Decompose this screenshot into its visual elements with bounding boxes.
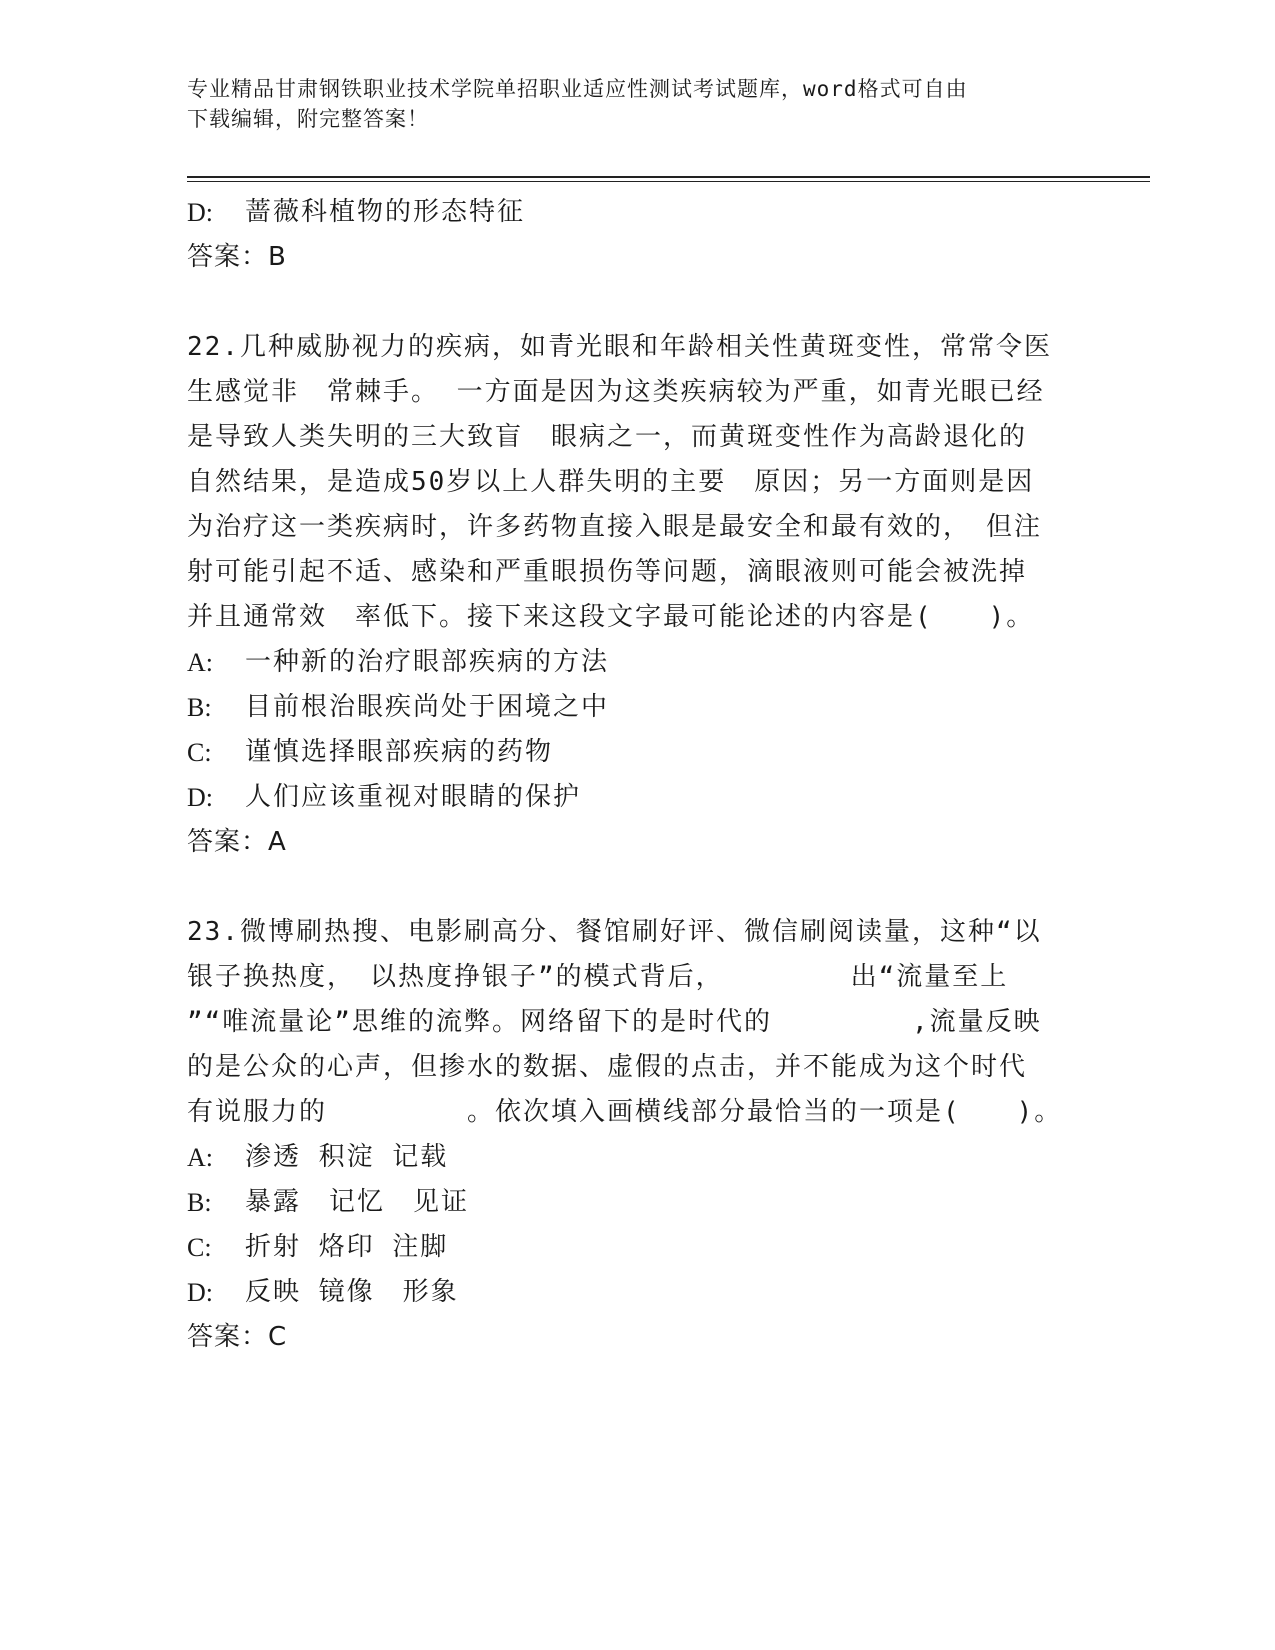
- option-b: [187, 1180, 1067, 1225]
- option-letter: D:: [187, 198, 213, 227]
- option-d: [187, 190, 1067, 235]
- option-letter: C:: [187, 738, 212, 767]
- option-text: 折射 烙印 注脚: [245, 1232, 449, 1262]
- option-a: [187, 1135, 1067, 1180]
- question-stem-line: 22.几种威胁视力的疾病，如青光眼和年龄相关性黄斑变性，常常令医: [187, 332, 1052, 362]
- option-b: [187, 685, 1067, 730]
- answer-line: 答案：B: [187, 242, 287, 272]
- header-line-1: 专业精品甘肃钢铁职业技术学院单招职业适应性测试考试题库，word格式可自由: [187, 77, 968, 101]
- answer-line: 答案：C: [187, 1322, 288, 1352]
- question-stem-line: 并且通常效 率低下。接下来这段文字最可能论述的内容是( )。: [187, 602, 1035, 632]
- option-text: 暴露 记忆 见证: [245, 1187, 470, 1217]
- question-stem-line: 射可能引起不适、感染和严重眼损伤等问题，滴眼液则可能会被洗掉: [187, 557, 1028, 587]
- option-letter: D:: [187, 783, 213, 812]
- question-stem-line: 是导致人类失明的三大致盲 眼病之一，而黄斑变性作为高龄退化的: [187, 422, 1028, 452]
- document-body: [187, 190, 1067, 1360]
- option-d: [187, 775, 1067, 820]
- spacer: [187, 865, 1067, 910]
- option-letter: D:: [187, 1278, 213, 1307]
- header-divider-thin: [187, 181, 1150, 182]
- question-23: [187, 910, 1067, 1360]
- answer-line: 答案：A: [187, 827, 287, 857]
- question-stem-line: 生感觉非 常棘手。 一方面是因为这类疾病较为严重，如青光眼已经: [187, 377, 1045, 407]
- option-text: 目前根治眼疾尚处于困境之中: [245, 692, 610, 722]
- option-c: [187, 730, 1067, 775]
- document-header: [187, 74, 1067, 134]
- option-c: [187, 1225, 1067, 1270]
- question-stem-line: 银子换热度， 以热度挣银子”的模式背后， 出“流量至上: [187, 962, 1009, 992]
- option-text: 人们应该重视对眼睛的保护: [245, 782, 582, 812]
- question-stem-line: ”“唯流量论”思维的流弊。网络留下的是时代的 ,流量反映: [187, 1007, 1042, 1037]
- option-text: 蔷薇科植物的形态特征: [245, 197, 526, 227]
- question-stem-line: 的是公众的心声，但掺水的数据、虚假的点击，并不能成为这个时代: [187, 1052, 1028, 1082]
- option-letter: A:: [187, 1143, 213, 1172]
- option-text: 反映 镜像 形象: [245, 1277, 459, 1307]
- option-letter: B:: [187, 693, 212, 722]
- question-stem-line: 有说服力的 。依次填入画横线部分最恰当的一项是( )。: [187, 1097, 1063, 1127]
- header-divider-thick: [187, 176, 1150, 178]
- option-a: [187, 640, 1067, 685]
- previous-question-tail: [187, 190, 1067, 280]
- option-text: 一种新的治疗眼部疾病的方法: [245, 647, 610, 677]
- option-text: 谨慎选择眼部疾病的药物: [245, 737, 554, 767]
- question-stem-line: 23.微博刷热搜、电影刷高分、餐馆刷好评、微信刷阅读量，这种“以: [187, 917, 1042, 947]
- question-22: [187, 325, 1067, 865]
- option-letter: C:: [187, 1233, 212, 1262]
- question-stem-line: 为治疗这一类疾病时，许多药物直接入眼是最安全和最有效的， 但注: [187, 512, 1043, 542]
- question-stem-line: 自然结果，是造成50岁以上人群失明的主要 原因；另一方面则是因: [187, 467, 1035, 497]
- option-letter: A:: [187, 648, 213, 677]
- option-text: 渗透 积淀 记载: [245, 1142, 449, 1172]
- spacer: [187, 280, 1067, 325]
- option-d: [187, 1270, 1067, 1315]
- header-line-2: 下载编辑，附完整答案！: [187, 107, 429, 131]
- option-letter: B:: [187, 1188, 212, 1217]
